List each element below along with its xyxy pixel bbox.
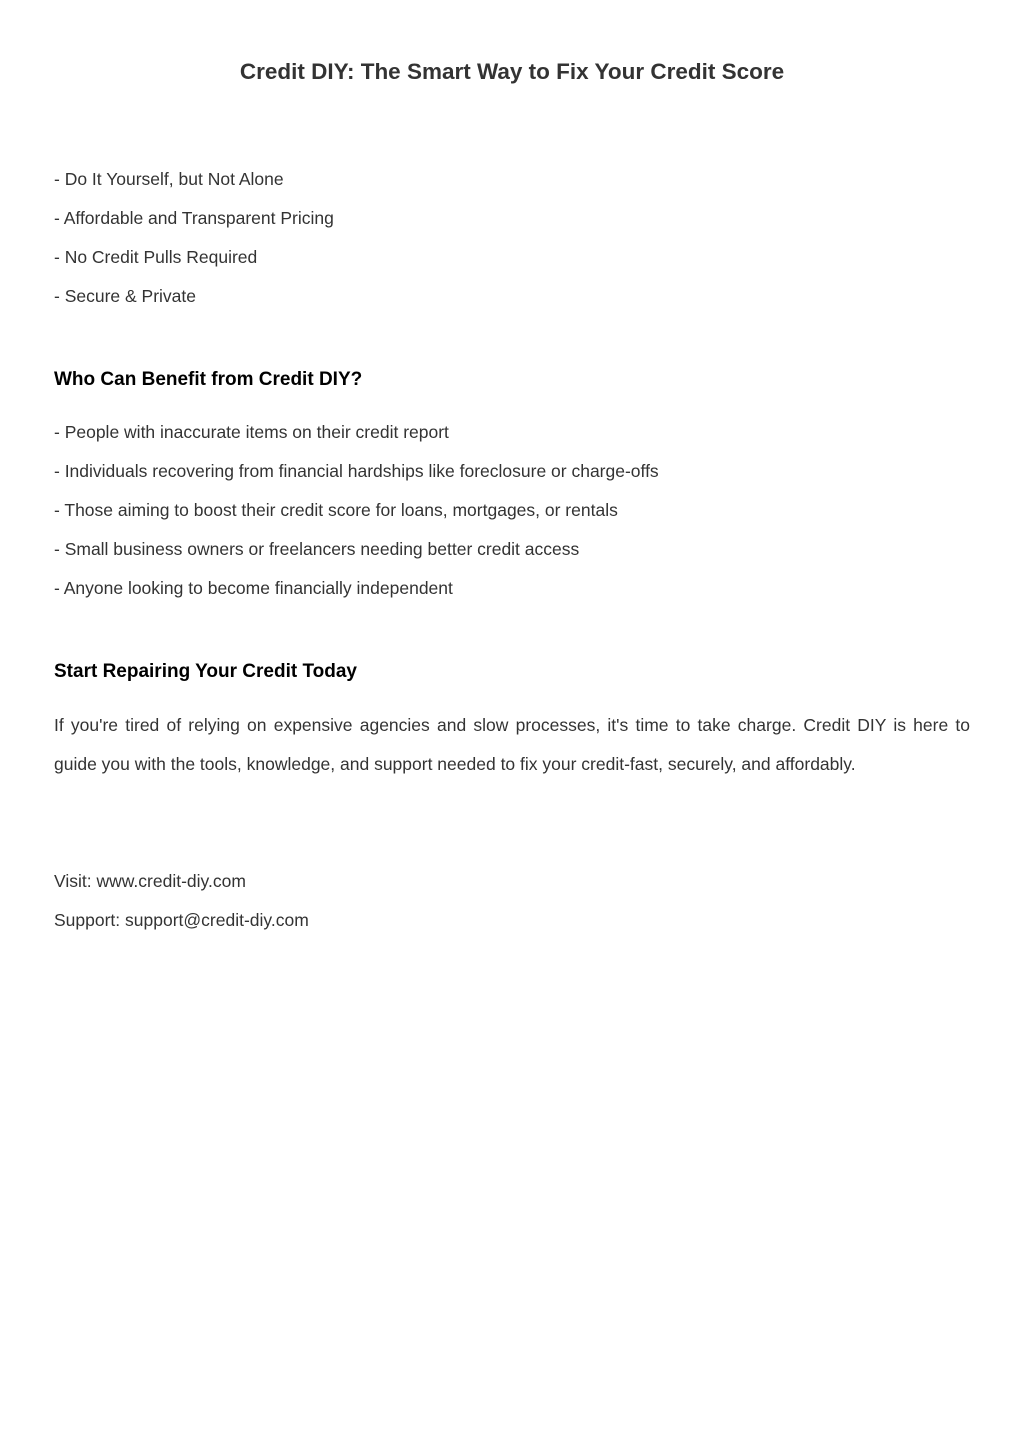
feature-list [54,160,334,316]
feature-item: - Affordable and Transparent Pricing [54,208,334,228]
feature-item: - Do It Yourself, but Not Alone [54,169,284,189]
support-line: Support: support@credit-diy.com [54,910,309,930]
benefit-item: - Those aiming to boost their credit score for loans, mortgages, or rentals [54,500,618,520]
benefit-item: - Anyone looking to become financially independent [54,578,453,598]
benefits-list [54,413,659,608]
benefits-heading: Who Can Benefit from Credit DIY? [54,369,363,390]
feature-item: - No Credit Pulls Required [54,247,258,267]
benefit-item: - Individuals recovering from financial hardships like foreclosure or charge-offs [54,461,659,481]
document-title: Credit DIY: The Smart Way to Fix Your Credit Score [239,59,785,84]
visit-line: Visit: www.credit-diy.com [54,871,246,891]
benefit-item: - Small business owners or freelancers needing better credit access [54,539,580,559]
start-paragraph: If you're tired of relying on expensive agencies and slow processes, it's time to take charge. Credit DIY is here to guide you with the tools, knowledge, and support needed to fix your credit-fast, securely, and affordably. [54,715,970,774]
start-heading: Start Repairing Your Credit Today [54,661,357,682]
feature-item: - Secure & Private [54,286,196,306]
benefit-item: - People with inaccurate items on their credit report [54,422,449,442]
